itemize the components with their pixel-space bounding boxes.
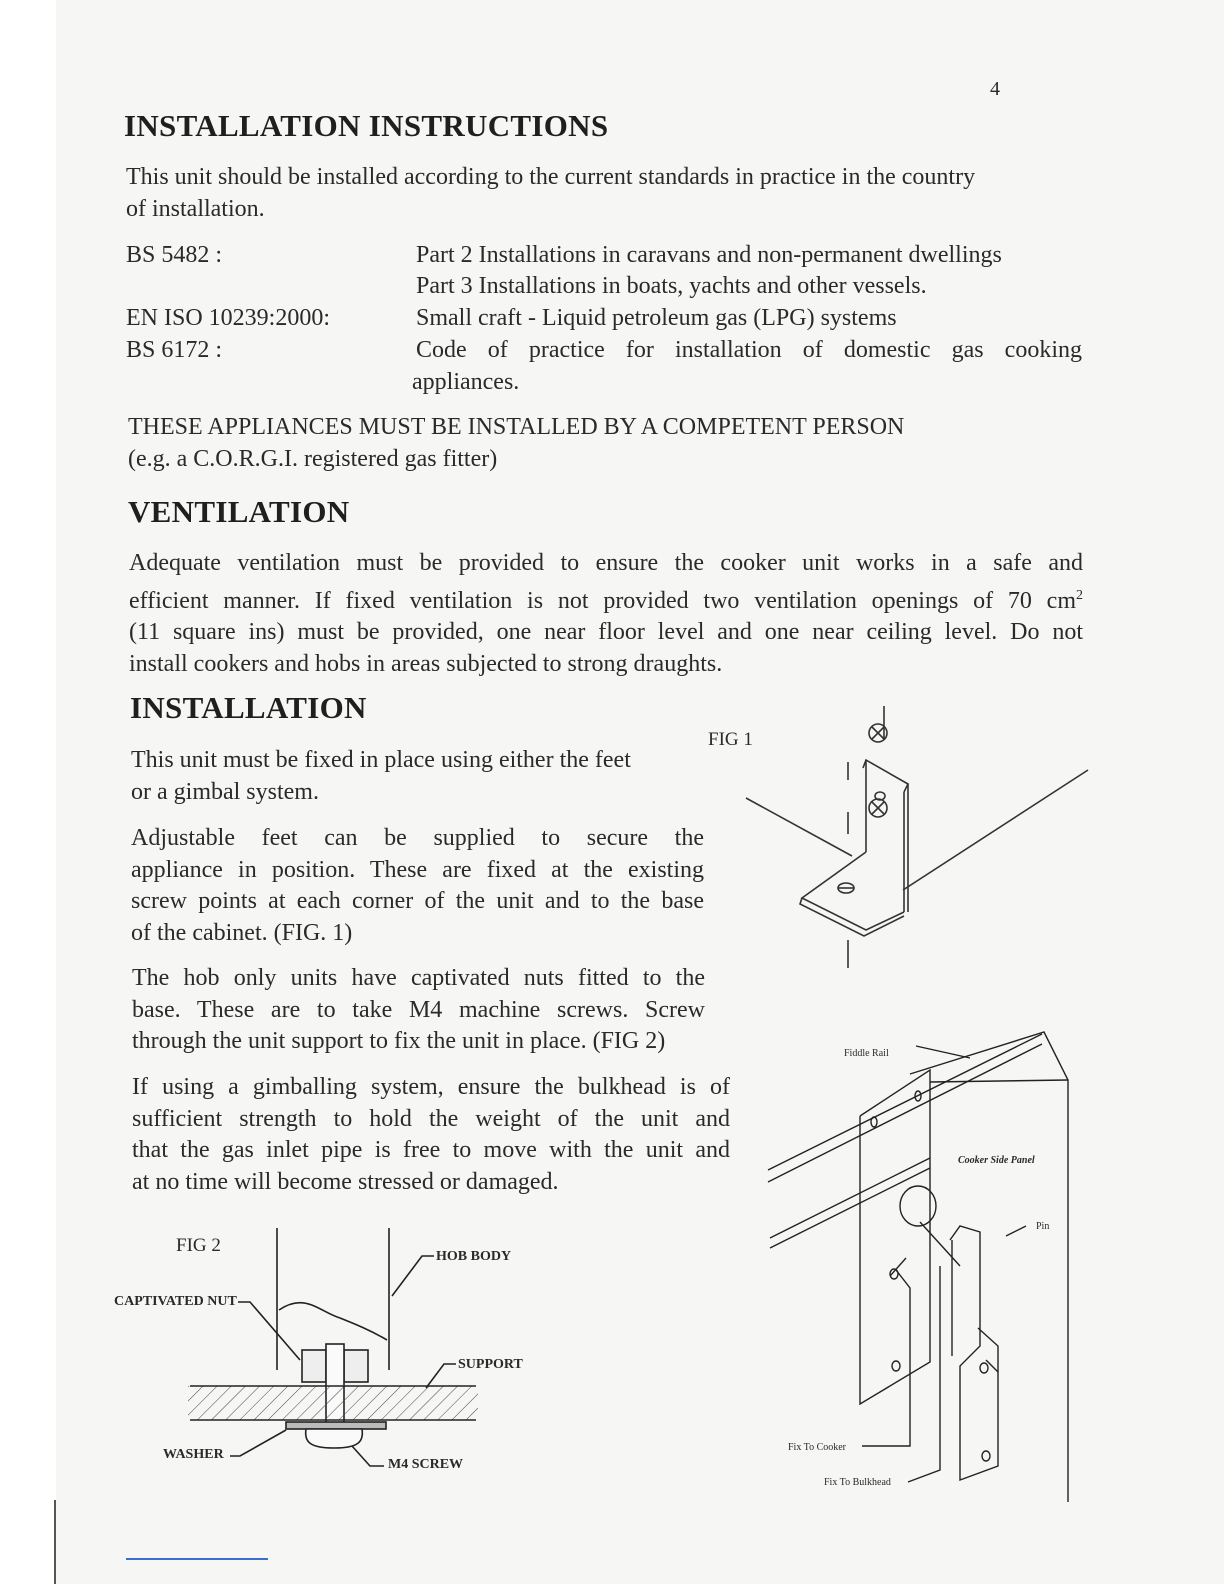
intro-paragraph xyxy=(126,162,1082,225)
text-line: sufficient strength to hold the weight of the unit and xyxy=(132,1105,730,1132)
label-fiddle-rail: Fiddle Rail xyxy=(844,1048,889,1059)
standard-description: appliances. xyxy=(412,369,520,395)
footer-rule xyxy=(126,1558,268,1560)
cabinet-back-line xyxy=(903,770,1088,890)
standard-code: BS 6172 : xyxy=(126,337,223,363)
standard-description: Part 2 Installations in caravans and non-permanent dwellings xyxy=(416,242,1002,268)
label-washer: WASHER xyxy=(163,1447,224,1462)
text-line: screw points at each corner of the unit and to the base xyxy=(131,888,704,914)
text-line: Adjustable feet can be supplied to secure the xyxy=(131,825,704,851)
heading-installation: INSTALLATION xyxy=(130,690,367,725)
text-line: that the gas inlet pipe is free to move with the unit and xyxy=(132,1137,730,1163)
label-cooker-side-panel: Cooker Side Panel xyxy=(958,1155,1035,1166)
text-line: This unit must be fixed in place using either the feet xyxy=(131,747,631,773)
text-line: If using a gimballing system, ensure the bulkhead is of xyxy=(132,1074,730,1100)
installation-paragraph-2 xyxy=(131,823,704,949)
text-line: appliance in position. These are fixed at the existing xyxy=(131,856,704,883)
installation-paragraph-4 xyxy=(132,1072,730,1198)
label-hob-body: HOB BODY xyxy=(436,1249,512,1264)
label-m4-screw: M4 SCREW xyxy=(388,1457,464,1472)
installation-paragraph-1 xyxy=(131,745,705,808)
warning-line-1: THESE APPLIANCES MUST BE INSTALLED BY A COMPETENT PERSON xyxy=(128,414,905,440)
label-fix-to-bulkhead: Fix To Bulkhead xyxy=(824,1477,891,1488)
installation-paragraph-3 xyxy=(132,963,724,1058)
standard-code: BS 5482 : xyxy=(126,242,223,268)
page-number: 4 xyxy=(990,78,1000,100)
ventilation-line-3: (11 square ins) must be provided, one near floor level and one near ceiling level. Do not xyxy=(129,619,1083,645)
standards-list xyxy=(126,240,1086,400)
ventilation-line-4: install cookers and hobs in areas subjected to strong draughts. xyxy=(129,650,723,677)
fig3-gimbal-diagram xyxy=(760,1026,1080,1506)
warning-line-2: (e.g. a C.O.R.G.I. registered gas fitter) xyxy=(128,445,498,472)
standard-description: Part 3 Installations in boats, yachts and other vessels. xyxy=(416,273,927,299)
intro-line-2: of installation. xyxy=(126,195,265,222)
text-line: or a gimbal system. xyxy=(131,778,319,805)
scan-edge-line xyxy=(54,1500,56,1584)
label-support: SUPPORT xyxy=(458,1357,523,1372)
label-pin: Pin xyxy=(1036,1221,1050,1232)
heading-ventilation: VENTILATION xyxy=(128,494,350,529)
text-line: base. These are to take M4 machine screws. Screw xyxy=(132,996,705,1023)
scan-left-margin xyxy=(0,0,56,1584)
ventilation-line-1: Adequate ventilation must be provided to ensure the cooker unit works in a safe and xyxy=(129,550,1083,576)
fig1-label: FIG 1 xyxy=(708,729,753,750)
label-captivated-nut: CAPTIVATED NUT xyxy=(114,1294,237,1309)
ventilation-paragraph xyxy=(129,548,1083,680)
standard-code: EN ISO 10239:2000: xyxy=(126,305,330,331)
fig2-label: FIG 2 xyxy=(176,1235,221,1256)
text-line: at no time will become stressed or damaged. xyxy=(132,1168,559,1195)
text-line: The hob only units have captivated nuts fitted to the xyxy=(132,965,705,991)
competent-person-warning xyxy=(128,412,1088,475)
standard-description: Code of practice for installation of domestic gas cooking xyxy=(416,337,1082,363)
ventilation-line-2-text: efficient manner. If fixed ventilation is not provided two ventilation openings of 70 cm xyxy=(129,587,1076,614)
fig1-bracket-diagram xyxy=(720,700,1100,980)
heading-installation-instructions: INSTALLATION INSTRUCTIONS xyxy=(124,108,609,143)
standard-description: Small craft - Liquid petroleum gas (LPG) systems xyxy=(416,305,897,331)
intro-line-1: This unit should be installed according to the current standards in practice in the country xyxy=(126,164,976,190)
ventilation-line-2 xyxy=(129,580,1083,618)
label-fix-to-cooker: Fix To Cooker xyxy=(788,1442,847,1453)
text-line: of the cabinet. (FIG. 1) xyxy=(131,919,353,946)
superscript-2: 2 xyxy=(1076,587,1083,603)
text-line: through the unit support to fix the unit in place. (FIG 2) xyxy=(132,1028,666,1054)
cabinet-base-line xyxy=(746,798,852,856)
